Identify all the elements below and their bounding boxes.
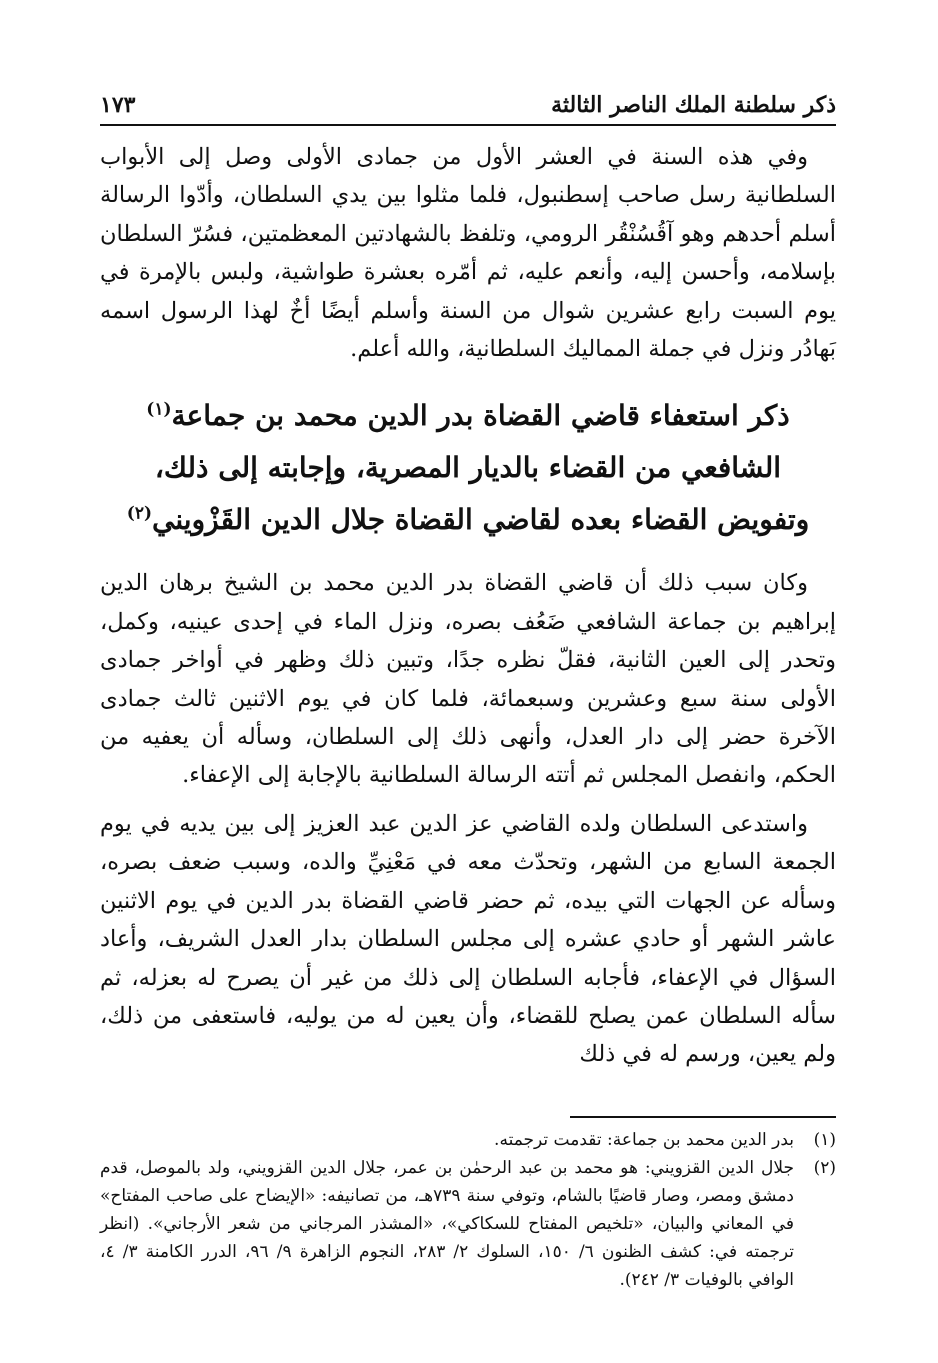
footnote-number: (١) [813,1130,836,1150]
heading-line-1-text: ذكر استعفاء قاضي القضاة بدر الدين محمد بن جماعة [171,399,790,433]
heading-line-3 [100,494,836,546]
footnotes [100,1126,836,1294]
heading-line-2: الشافعي من القضاء بالديار المصرية، وإجابته إلى ذلك، [154,451,782,485]
paragraph-2: وكان سبب ذلك أن قاضي القضاة بدر الدين محمد بن الشيخ برهان الدين إبراهيم بن جماعة الشافعي ضَعُف بصره، ونزل الماء في إحدى عينيه، وكمل، وتحدر إلى العين الثانية، فقلّ نظره جدًا، وتبين ذلك وظهر في أواخر جمادى الأولى سنة سبع وعشرين وسبعمائة، فلما كان في يوم الاثنين ثالث جمادى الآخرة حضر إلى دار العدل، وأنهى ذلك إلى السلطان، وسأله أن يعفيه من الحكم، وانفصل المجلس ثم أتته الرسالة السلطانية بالإجابة إلى الإعفاء. [100,570,836,789]
footnote-text: جلال الدين القزويني: هو محمد بن عبد الرحمٰن بن عمر، جلال الدين القزويني، ولد بالموصل، قدم دمشق ومصر، وصار قاضيًا بالشام، وتوفي سنة ٧٣٩هـ، من تصانيفه: «الإيضاح على صاحب المفتاح» في المعاني والبيان، «تلخيص المفتاح للسكاكي»، «المشذر المرجاني من شعر الأرجاني». (انظر ترجمته في: كشف الظنون ٦/ ١٥٠، السلوك ٢/ ٢٨٣، النجوم الزاهرة ٩/ ٩٦، الدرر الكامنة ٣/ ٤، الوافي بالوفيات ٣/ ٢٤٢). [100,1158,794,1290]
page-header [100,84,836,126]
main-text [100,138,836,1074]
footnote-1 [100,1126,836,1154]
footnote-number: (٢) [813,1158,836,1178]
section-heading [100,390,836,546]
footnote-2 [100,1154,836,1294]
paragraph-3: واستدعى السلطان ولده القاضي عز الدين عبد العزيز إلى بين يديه في يوم الجمعة السابع من الشهر، وتحدّث معه في مَعْنِيِّ والده، وسبب ضعف بصره، وسأله عن الجهات التي بيده، ثم حضر قاضي القضاة بدر الدين في يوم الاثنين عاشر الشهر أو حادي عشره إلى مجلس السلطان بدار العدل الشريف، وأعاد السؤال في الإعفاء، فأجابه السلطان إلى ذلك من غير أن يصرح له بعزله، ثم سأله السلطان عمن يصلح للقضاء، وأن يعين له من يوليه، فاستعفى من ذلك، ولم يعين، ورسم له في ذلك [100,810,836,1068]
footnote-marker-1: (١) [146,400,172,421]
page-number: ١٧٣ [100,92,136,118]
footnote-text: بدر الدين محمد بن جماعة: تقدمت ترجمته. [494,1130,794,1150]
footnote-separator [570,1116,836,1118]
heading-line-1 [100,390,836,442]
footnote-marker-2: (٢) [126,504,153,525]
paragraph-1: وفي هذه السنة في العشر الأول من جمادى الأولى وصل إلى الأبواب السلطانية رسل صاحب إسطنبول، فلما مثلوا بين يدي السلطان، وأدّوا الرسالة أسلم أحدهم وهو آقُسُنْقُر الرومي، وتلفظ بالشهادتين المعظمتين، فسُرّ السلطان بإسلامه، وأحسن إليه، وأنعم عليه، ثم أمّره بعشرة طواشية، ولبس بالإمرة في يوم السبت رابع عشرين شوال من السنة وأسلم أيضًا أخٌ لهذا الرسول اسمه بَهادُر ونزل في جملة المماليك السلطانية، والله أعلم. [100,144,836,363]
running-title: ذكر سلطنة الملك الناصر الثالثة [551,92,836,118]
heading-line-3-text: وتفويض القضاء بعده لقاضي القضاة جلال الدين القَزْويني [152,503,810,537]
